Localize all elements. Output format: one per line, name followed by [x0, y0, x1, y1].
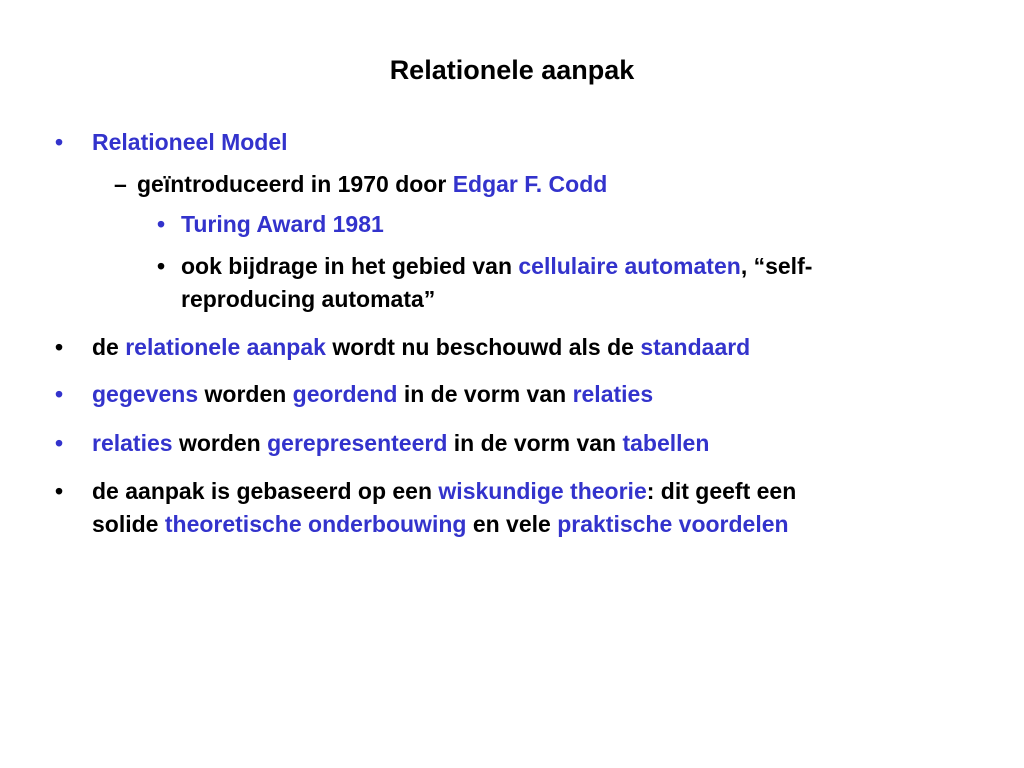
bullet-marker: • — [157, 253, 166, 279]
bullet-marker: • — [157, 211, 166, 237]
bullet-marker: • — [55, 478, 64, 504]
text-segment: solide — [92, 511, 165, 537]
text-segment: geïntroduceerd in 1970 door — [137, 171, 453, 197]
sub-item-codd — [137, 168, 607, 201]
text-segment: : dit geeft een — [646, 478, 797, 504]
highlight-term: Relationeel Model — [92, 129, 288, 155]
text-segment: en vele — [466, 511, 558, 537]
text-segment: worden — [198, 381, 293, 407]
bullet-relaties — [92, 427, 709, 460]
text-segment: de — [92, 334, 126, 360]
text-segment: reproducing automata” — [181, 286, 436, 312]
highlight-term: relaties — [92, 430, 173, 456]
text-segment: ook bijdrage in het gebied van — [181, 253, 519, 279]
highlight-term: Turing Award 1981 — [181, 211, 384, 237]
bullet-marker: • — [55, 430, 64, 456]
dash-marker: – — [114, 171, 127, 197]
bullet-wiskundige-theorie — [92, 475, 796, 508]
highlight-term: gerepresenteerd — [267, 430, 448, 456]
text-segment: de aanpak is gebaseerd op een — [92, 478, 439, 504]
highlight-term: tabellen — [622, 430, 710, 456]
text-segment: in de vorm van — [447, 430, 623, 456]
text-segment: wordt nu beschouwd als de — [325, 334, 641, 360]
highlight-term: cellulaire automaten — [518, 253, 741, 279]
text-segment: , “self- — [740, 253, 813, 279]
highlight-term: theoretische onderbouwing — [164, 511, 467, 537]
text-segment: worden — [172, 430, 268, 456]
sub-sub-item-automaten — [181, 250, 812, 283]
bullet-marker: • — [55, 129, 64, 155]
bullet-marker: • — [55, 334, 64, 360]
highlight-term: praktische voordelen — [557, 511, 789, 537]
sub-sub-item-turing-award — [181, 208, 384, 241]
text-segment: in de vorm van — [397, 381, 573, 407]
highlight-term: wiskundige theorie — [438, 478, 647, 504]
highlight-term: relationele aanpak — [125, 334, 326, 360]
bullet-marker: • — [55, 381, 64, 407]
highlight-term: relaties — [572, 381, 654, 407]
highlight-term: standaard — [640, 334, 751, 360]
highlight-term: Edgar F. Codd — [452, 171, 608, 197]
bullet-gegevens — [92, 378, 653, 411]
slide-title: Relationele aanpak — [389, 55, 635, 85]
highlight-term: geordend — [292, 381, 398, 407]
bullet-standaard — [92, 331, 750, 364]
bullet-relationeel-model — [92, 126, 288, 159]
highlight-term: gegevens — [92, 381, 199, 407]
sub-sub-item-automaten-continued — [181, 283, 435, 316]
bullet-wiskundige-theorie-continued — [92, 508, 789, 541]
